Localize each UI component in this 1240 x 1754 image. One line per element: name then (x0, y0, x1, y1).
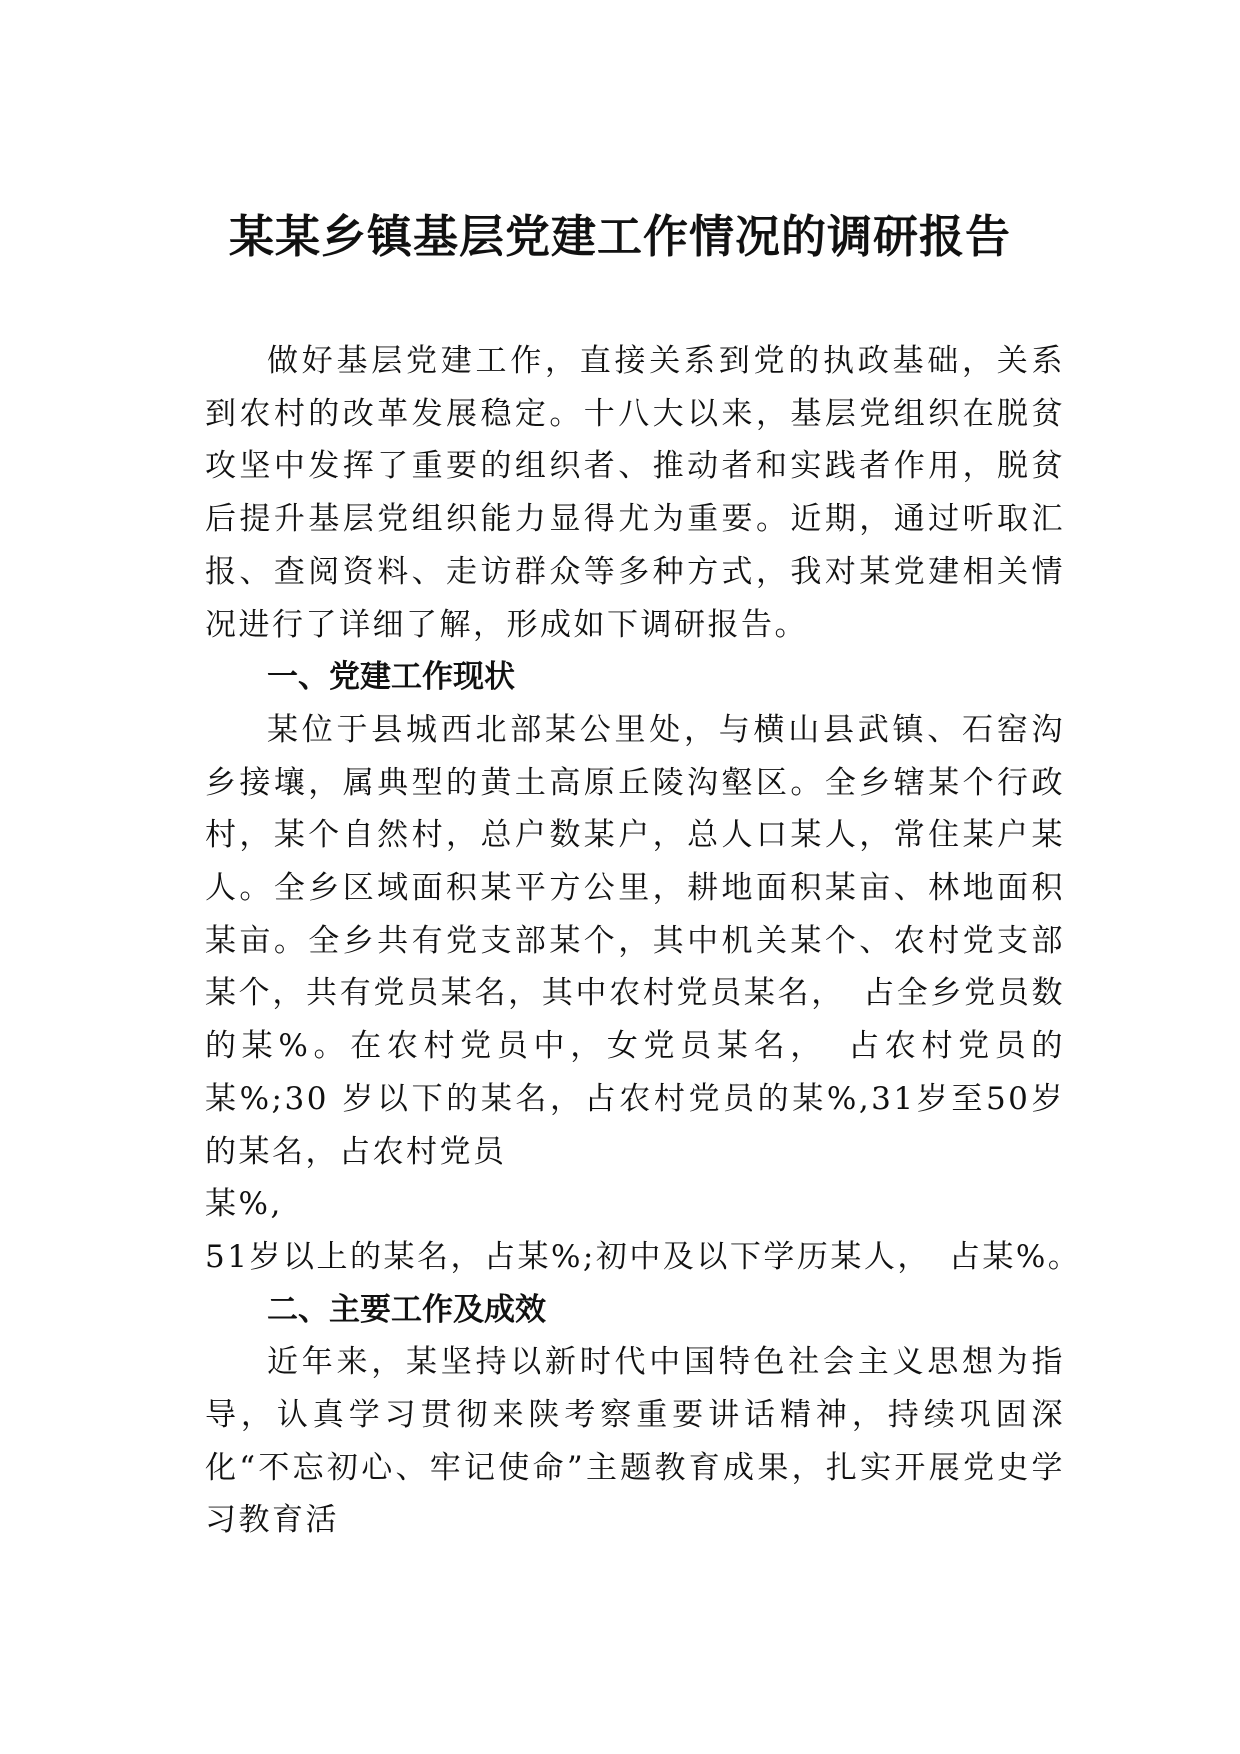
status-paragraph-tail-1: 某%, (205, 1186, 283, 1223)
status-paragraph: 某位于县城西北部某公里处，与横山县武镇、石窑沟乡接壤，属典型的黄土高原丘陵沟壑区。全乡辖某个行政村，某个自然村，总户数某户，总人口某人，常住某户某人。全乡区域面积某平方公里，耕地面积某亩、林地面积某亩。全乡共有党支部某个，其中机关某个、农村党支部某个，共有党员某名，其中农村党员某名， 占全乡党员数的某%。在农村党员中，女党员某名， 占农村党员的某%;30 岁以下的某名，占农村党员的某%,31岁至50岁的某名，占农村党员 (205, 711, 1065, 1170)
section-heading-achievements: 二、主要工作及成效 (267, 1291, 546, 1328)
report-body (205, 335, 1082, 1547)
intro-paragraph: 做好基层党建工作，直接关系到党的执政基础，关系到农村的改革发展稳定。十八大以来，基层党组织在脱贫攻坚中发挥了重要的组织者、推动者和实践者作用，脱贫后提升基层党组织能力显得尤为重要。近期，通过听取汇报、查阅资料、走访群众等多种方式，我对某党建相关情况进行了详细了解，形成如下调研报告。 (205, 343, 1065, 643)
page-title: 某某乡镇基层党建工作情况的调研报告 (228, 210, 1011, 263)
achievements-paragraph: 近年来，某坚持以新时代中国特色社会主义思想为指导，认真学习贯彻来陕考察重要讲话精神，持续巩固深化“不忘初心、牢记使命”主题教育成果，扎实开展党史学习教育活 (205, 1344, 1065, 1539)
status-paragraph-tail-2: 51岁以上的某名，占某%;初中及以下学历某人， 占某%。 (205, 1238, 1082, 1275)
section-heading-status: 一、党建工作现状 (267, 659, 515, 696)
